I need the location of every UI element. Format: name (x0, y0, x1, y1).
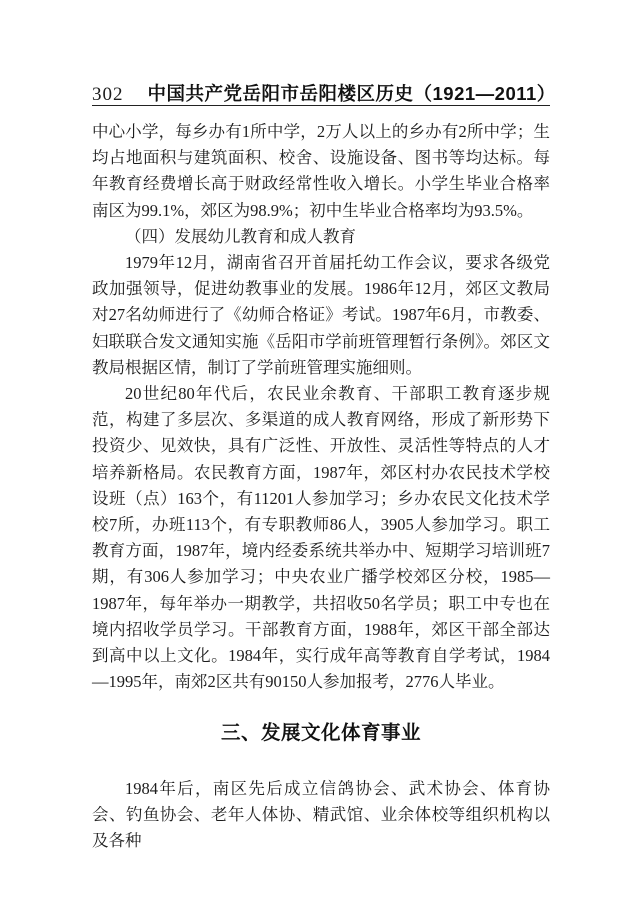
book-title: 中国共产党岳阳市岳阳楼区历史（1921—2011） (147, 83, 556, 104)
page-number: 302 (92, 84, 124, 105)
running-header (92, 80, 556, 106)
subsection-heading-four: （四）发展幼儿教育和成人教育 (125, 226, 356, 246)
page-body (92, 119, 550, 854)
paragraph-adult-education: 20世纪80年代后，农民业余教育、干部职工教育逐步规范，构建了多层次、多渠道的成人教育网络，形成了新形势下投资少、见效快，具有广泛性、开放性、灵活性等特点的人才培养新格局。农民教育方面，1987年，郊区村办农民技术学校设班（点）163个，有11201人参加学习；乡办农民文化技术学校7所，办班113个，有专职教师86人，3905人参加学习。职工教育方面，1987年，境内经委系统共举办中、短期学习培训班7期，有306人参加学习；中央农业广播学校郊区分校，1985—1987年，每年举办一期教学，共招收50名学员；职工中专也在境内招收学员学习。干部教育方面，1988年，郊区干部全部达到高中以上文化。1984年，实行成年高等教育自学考试，1984—1995年，南郊2区共有90150人参加报考，2776人毕业。 (92, 384, 550, 692)
paragraph-preschool-education: 1979年12月，湖南省召开首届托幼工作会议，要求各级党政加强领导，促进幼教事业的发展。1986年12月，郊区文教局对27名幼师进行了《幼师合格证》考试。1987年6月，市教委、妇联联合发文通知实施《岳阳市学前班管理暂行条例》。郊区文教局根据区情，制订了学前班管理实施细则。 (92, 253, 550, 377)
paragraph-sports-associations: 1984年后，南区先后成立信鸽协会、武术协会、体育协会、钓鱼协会、老年人体协、精武馆、业余体校等组织机构以及各种 (92, 778, 550, 851)
header-rule (92, 105, 550, 106)
paragraph-continuation: 中心小学，每乡办有1所中学，2万人以上的乡办有2所中学；生均占地面积与建筑面积、校舍、设施设备、图书等均达标。每年教育经费增长高于财政经常性收入增长。小学生毕业合格率南区为99.1%，郊区为98.9%；初中生毕业合格率均为93.5%。 (92, 122, 550, 220)
section-heading-culture-sports: 三、发展文化体育事业 (220, 723, 421, 745)
